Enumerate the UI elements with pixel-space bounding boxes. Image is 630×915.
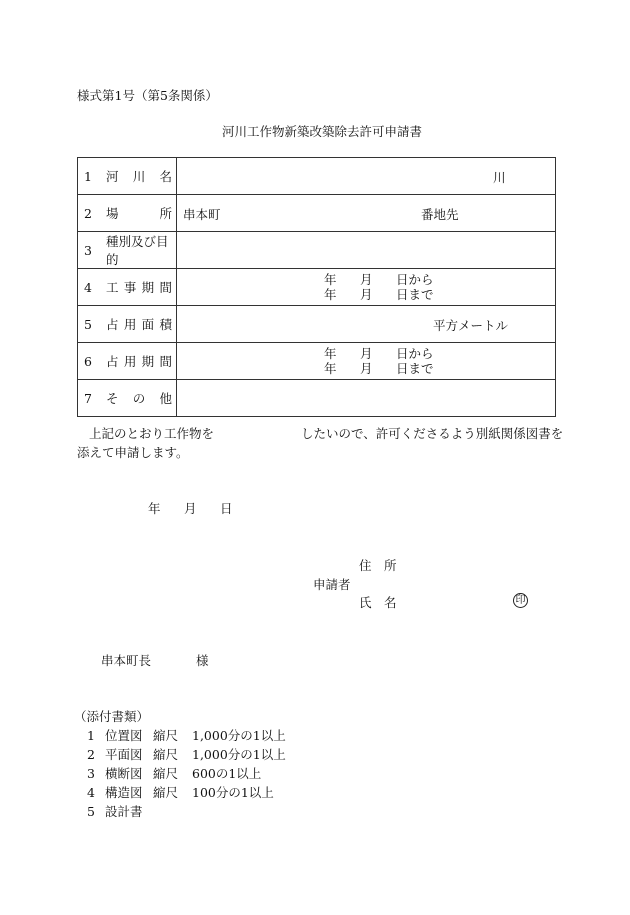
row-label-char: 川 — [132, 169, 146, 184]
attachment-name: 位置図 — [105, 728, 143, 743]
row-label-char: 名 — [159, 169, 172, 184]
address-label: 住 所 — [359, 558, 397, 573]
scale-label: 縮尺 — [153, 747, 179, 762]
year-label: 年 — [324, 361, 337, 376]
date-month: 月 — [184, 501, 197, 516]
row-number: 1 — [84, 168, 92, 184]
table-row — [78, 380, 556, 417]
river-name-field[interactable] — [177, 158, 556, 195]
attachment-name: 横断図 — [105, 766, 143, 781]
construction-period-field[interactable] — [177, 269, 556, 306]
form-number: 様式第1号（第5条関係） — [77, 88, 218, 103]
year-label: 年 — [324, 346, 337, 361]
occupancy-area-field[interactable] — [177, 306, 556, 343]
row-number: 5 — [84, 316, 92, 332]
list-item — [87, 745, 286, 763]
name-label: 氏 名 — [359, 595, 397, 610]
list-item — [87, 726, 286, 744]
row-label-char: 用 — [123, 354, 137, 369]
attachment-number: 3 — [87, 766, 95, 781]
attachment-name: 構造図 — [105, 785, 143, 800]
scale-value: 100分の1以上 — [192, 785, 274, 800]
attachment-name: 設計書 — [105, 804, 143, 819]
row-label-char: 他 — [159, 391, 172, 406]
row-label-char: 場 — [106, 206, 119, 221]
row-number: 6 — [84, 353, 92, 369]
location-field[interactable] — [177, 195, 556, 232]
row-number: 4 — [84, 279, 92, 295]
type-purpose-field[interactable] — [177, 232, 556, 269]
table-row — [78, 158, 556, 195]
other-field[interactable] — [177, 380, 556, 417]
row-label-char: 期 — [141, 280, 155, 295]
application-table — [77, 157, 556, 417]
scale-label: 縮尺 — [153, 728, 179, 743]
table-row — [78, 343, 556, 380]
applicant-label: 申請者 — [313, 577, 351, 592]
list-item — [87, 764, 261, 782]
table-row — [78, 269, 556, 306]
year-label: 年 — [324, 272, 337, 287]
river-suffix: 川 — [493, 170, 506, 185]
row-label-char: 所 — [159, 206, 172, 221]
row-label-char: 期 — [141, 354, 155, 369]
table-row — [78, 195, 556, 232]
scale-label: 縮尺 — [153, 785, 179, 800]
row-label-char: 間 — [159, 354, 172, 369]
attachment-number: 5 — [87, 804, 95, 819]
day-until-label: 日まで — [396, 287, 434, 302]
table-row — [78, 232, 556, 269]
location-town: 串本町 — [183, 207, 221, 222]
row-label-char: 間 — [159, 280, 172, 295]
row-label-char: 積 — [159, 317, 172, 332]
row-label-char: そ — [106, 391, 119, 406]
body-text-2: 添えて申請します。 — [77, 445, 189, 460]
row-label-char: 占 — [106, 317, 119, 332]
row-label-char: 占 — [106, 354, 119, 369]
table-row — [78, 306, 556, 343]
scale-label: 縮尺 — [153, 766, 179, 781]
row-label-char: 河 — [106, 169, 119, 184]
seal-icon: 印 — [513, 593, 528, 608]
list-item — [87, 783, 274, 801]
location-suffix: 番地先 — [421, 207, 459, 222]
attachment-number: 1 — [87, 728, 95, 743]
row-number: 3 — [84, 242, 92, 258]
row-label-char: 事 — [123, 280, 137, 295]
attachment-number: 2 — [87, 747, 95, 762]
day-from-label: 日から — [396, 346, 434, 361]
addressee-honorific: 様 — [196, 653, 209, 668]
row-label-char: 用 — [123, 317, 137, 332]
month-label: 月 — [360, 346, 373, 361]
row-label-char: 工 — [106, 280, 119, 295]
day-until-label: 日まで — [396, 361, 434, 376]
document-title: 河川工作物新築改築除去許可申請書 — [222, 124, 423, 139]
row-label-char: 面 — [141, 317, 155, 332]
list-item — [87, 802, 143, 820]
month-label: 月 — [360, 272, 373, 287]
month-label: 月 — [360, 287, 373, 302]
area-unit: 平方メートル — [433, 318, 509, 333]
year-label: 年 — [324, 287, 337, 302]
body-text-1b: したいので、許可くださるよう別紙関係図書を — [301, 426, 564, 441]
date-year: 年 — [148, 501, 161, 516]
attachments-heading: （添付書類） — [74, 709, 150, 724]
day-from-label: 日から — [396, 272, 434, 287]
row-label: 種別及び目的 — [106, 234, 169, 267]
occupancy-period-field[interactable] — [177, 343, 556, 380]
scale-value: 1,000分の1以上 — [192, 747, 286, 762]
body-text-1a: 上記のとおり工作物を — [89, 426, 215, 441]
month-label: 月 — [360, 361, 373, 376]
row-label-char: の — [132, 391, 146, 406]
addressee-name: 串本町長 — [101, 653, 152, 668]
scale-value: 600の1以上 — [192, 766, 262, 781]
scale-value: 1,000分の1以上 — [192, 728, 286, 743]
row-number: 2 — [84, 205, 92, 221]
date-day: 日 — [220, 501, 233, 516]
attachment-name: 平面図 — [105, 747, 143, 762]
row-number: 7 — [84, 390, 92, 406]
attachment-number: 4 — [87, 785, 95, 800]
